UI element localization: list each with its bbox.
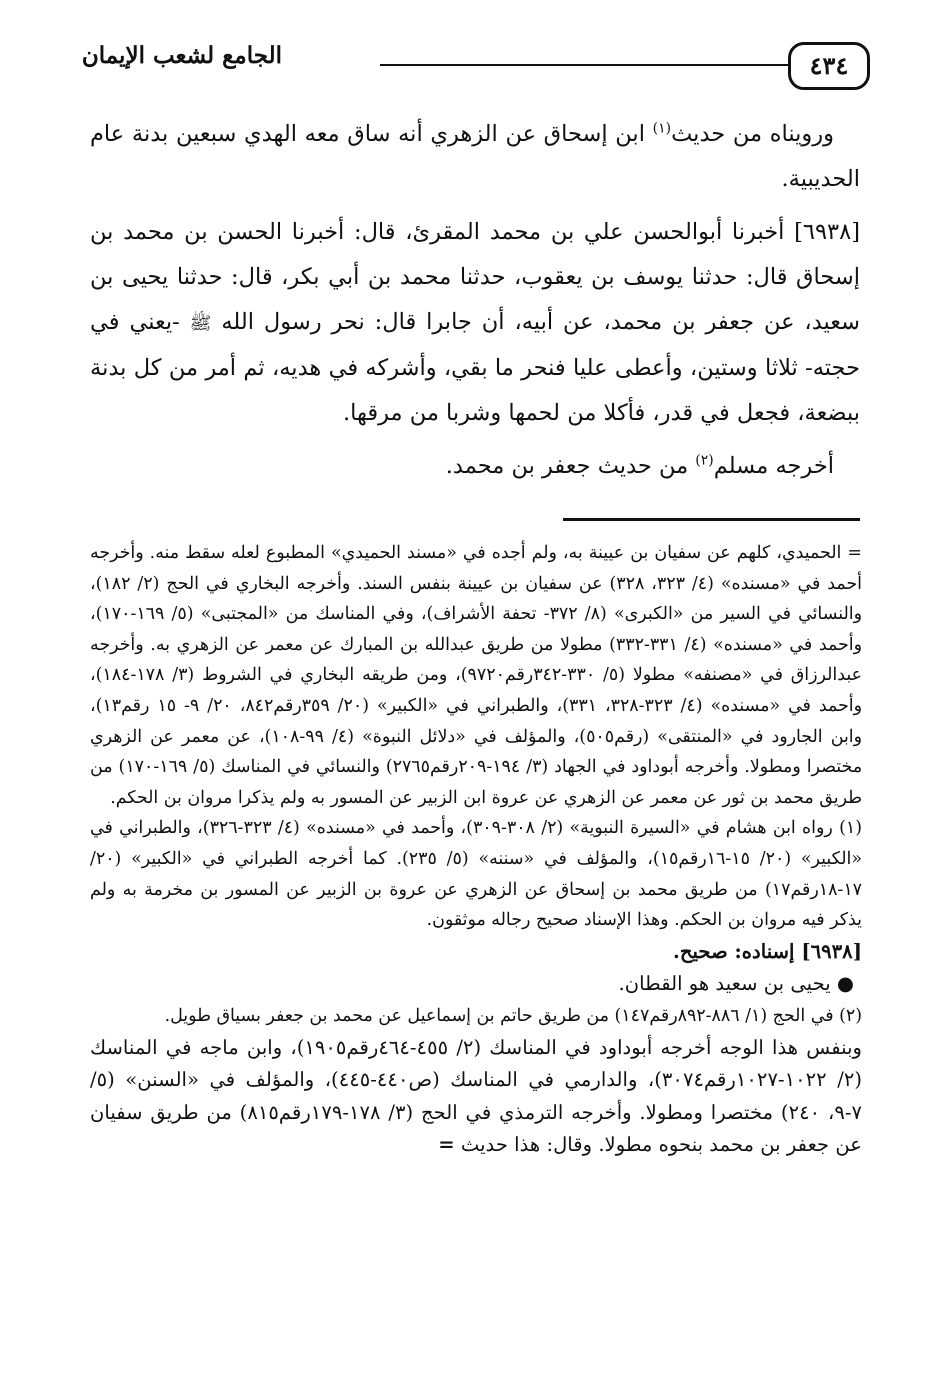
hadith-text: أخبرنا أبوالحسن علي بن محمد المقرئ، قال: أخبرنا الحسن بن محمد بن إسحاق قال: حدثنا يوسف بن يعقوب، حدثنا محمد بن أبي بكر، قال: حدثنا يحيى بن سعيد، عن جعفر بن محمد، عن أبيه، أن جابرا قال: نحر رسول الله bbox=[90, 219, 861, 335]
footnote-1: (١) رواه ابن هشام في «السيرة النبوية» (٢/ ٣٠٨-٣٠٩)، وأحمد في «مسنده» (٤/ ٣٢٣-٣٢٦)، والطبراني في «الكبير» (٢٠/ ١٥-١٦رقم١٥)، والمؤلف في «سننه» (٥/ ٢٣٥). كما أخرجه الطبراني في «الكبير» (٢٠/ ١٧-١٨رقم١٧) من طريق محمد بن إسحاق عن الزهري عن عروة بن الزبير عن المسور بن مخرمة به ولم يذكر فيه مروان بن الحكم. وهذا الإسناد صحيح رجاله موثقون. bbox=[90, 818, 863, 931]
hadith-text: -يعني في حجته- ثلاثا وستين، وأعطى عليا فنحر ما بقي، وأشركه في هديه، ثم أمر من كل بدنة ببضعة، فجعل في قدر، فأكلا من لحمها وشربا من مرقها. bbox=[90, 309, 860, 426]
book-title: الجامع لشعب الإيمان bbox=[81, 42, 282, 69]
narrator-note: ● يحيى بن سعيد هو القطان. bbox=[618, 972, 854, 996]
hadith-number: [٦٩٣٨] bbox=[794, 219, 860, 245]
page-number: ٤٣٤ bbox=[788, 42, 870, 90]
text-segment: وبنفس هذا الوجه أخرجه أبوداود في المناسك (٢/ ٤٥٥-٤٦٤رقم١٩٠٥)، وابن ماجه في المناسك (٢/ ١٠٢٢-١٠٢٧رقم٣٠٧٤)، والدارمي في المناسك (ص٤٤٠-٤٤٥)، والمؤلف في «السنن» (٥/ ٧-٩، ٢٤٠) مختصرا ومطولا. وأخرجه الترمذي في الحج (٣/ ١٧٨-١٧٩رقم٨١٥) من طريق سفيان عن جعفر بن محمد بنحوه مطولا. وقال: هذا حديث bbox=[90, 1035, 862, 1157]
continuation-mark: = bbox=[438, 1133, 455, 1157]
footnote-continuation: = الحميدي، كلهم عن سفيان بن عيينة به، ولم أجده في «مسند الحميدي» المطبوع لعله سقط منه. وأخرجه أحمد في «مسنده» (٤/ ٣٢٣، ٣٢٨) عن سفيان بن عيينة بنفس السند. وأخرجه البخاري في الحج (٢/ ١٨٢)، والنسائي في السير من «الكبرى» (٨/ ٣٧٢- تحفة الأشراف)، وفي المناسك من «المجتبى» (٥/ ١٦٩-١٧٠)، وأحمد في «مسنده» (٤/ ٣٣١-٣٣٢) مطولا من طريق عبدالله بن المبارك عن معمر عن الزهري به. وأخرجه عبدالرزاق في «مصنفه» مطولا (٥/ ٣٣٠-٣٤٢رقم٩٧٢٠)، ومن طريقه البخاري في الشروط (٣/ ١٧٨-١٨٤)، وأحمد في «مسنده» (٤/ ٣٢٣-٣٢٨، ٣٣١)، والطبراني في «الكبير» (٢٠/ ٣٥٩رقم٨٤٢، ٢٠/ ٩- ١٥ رقم١٣)، وابن الجارود في «المنتقى» (رقم٥٠٥)، والمؤلف في «دلائل النبوة» (٤/ ٩٩-١٠٨)، عن معمر عن الزهري مختصرا ومطولا. وأخرجه أبوداود في الجهاد (٣/ ١٩٤-٢٠٩رقم٢٧٦٥) والنسائي في المناسك (٥/ ١٦٩-١٧٠) من طريق محمد بن ثور عن معمر عن الزهري عن عروة ابن الزبير عن المسور به ولم يذكرا مروان بن الحكم. bbox=[90, 543, 863, 808]
footnote-ref-1: (١) bbox=[652, 120, 672, 137]
isnad-label: [٦٩٣٨] إسناده: صحيح. bbox=[673, 939, 862, 963]
takhrij-paragraph bbox=[90, 444, 860, 489]
footnote-separator bbox=[563, 518, 860, 521]
hadith-paragraph bbox=[90, 210, 860, 436]
text-segment: من حديث جعفر بن محمد. bbox=[445, 453, 696, 479]
header-rule bbox=[380, 64, 788, 66]
page-header bbox=[72, 36, 872, 92]
footnote-2: (٢) في الحج (١/ ٨٨٦-٨٩٢رقم١٤٧) من طريق حاتم بن إسماعيل عن محمد بن جعفر بسياق طويل. bbox=[164, 1005, 862, 1026]
text-segment: أخرجه مسلم bbox=[713, 453, 834, 479]
salla-glyph: ﷺ bbox=[189, 313, 212, 334]
main-text bbox=[90, 112, 860, 497]
paragraph-riwaya bbox=[90, 112, 860, 202]
footnote-2-continued bbox=[90, 1032, 862, 1162]
text-segment: ابن إسحاق عن الزهري أنه ساق معه الهدي سبعين بدنة عام الحديبية. bbox=[90, 121, 860, 192]
footnotes bbox=[90, 538, 862, 1162]
text-segment: ورويناه من حديث bbox=[671, 121, 834, 147]
footnote-ref-2: (٢) bbox=[695, 452, 714, 469]
